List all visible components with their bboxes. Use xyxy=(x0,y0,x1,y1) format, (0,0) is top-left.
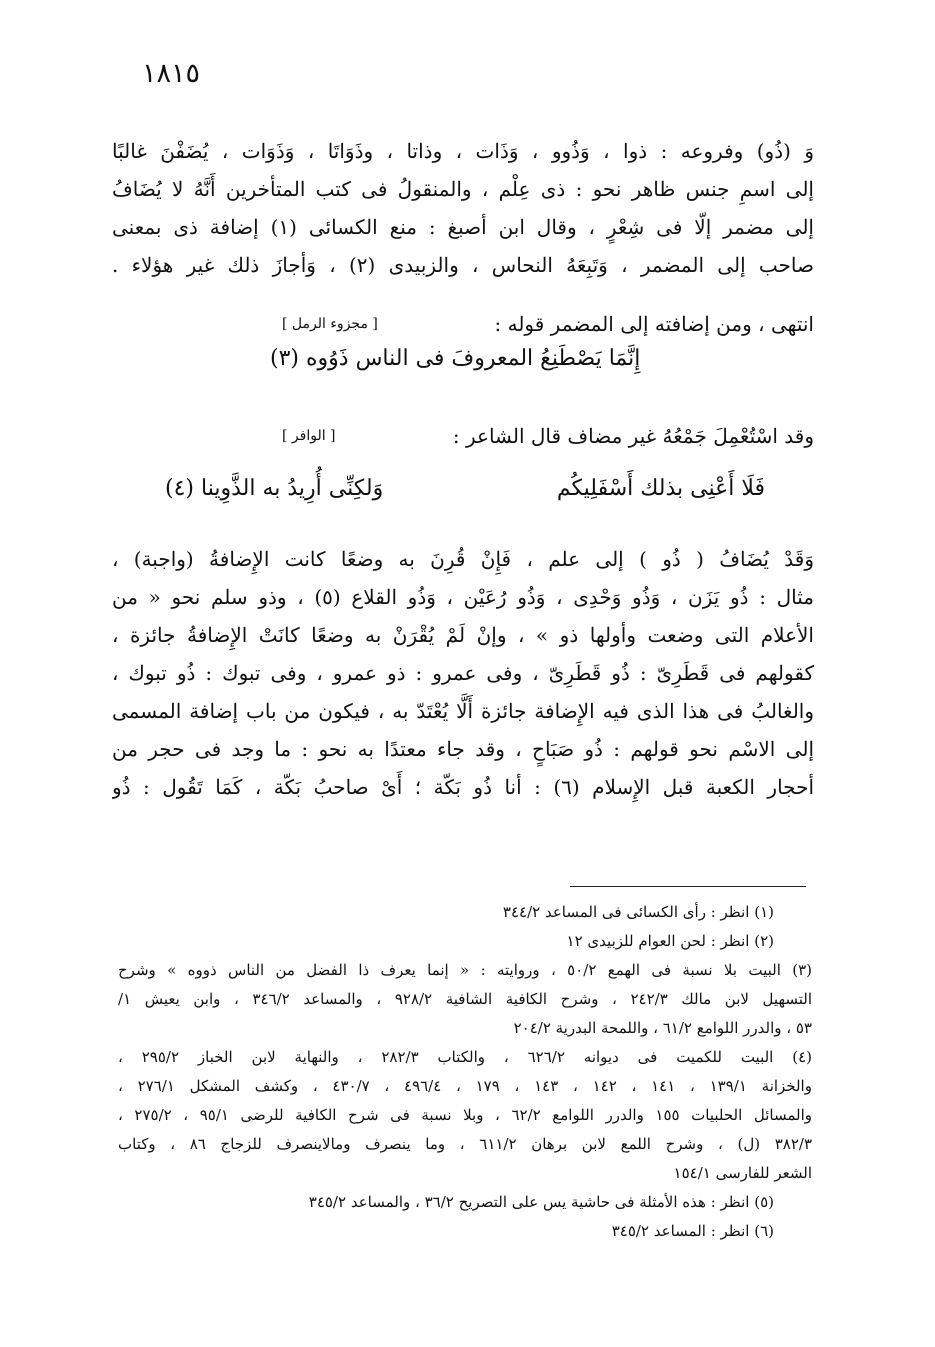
footnote-separator xyxy=(570,886,806,887)
text-line: وَ (ذُو) وفروعه : ذوا ، وَذُوو ، وَذَات ، وذاتا ، وذَوَاتَا ، وَذَوَات ، يُضَفْنَ غالبًا xyxy=(112,139,814,163)
text-line: مثال : ذُو يَزَن ، وَذُو وَحْدِى ، وَذُو رُعَيْن ، وَذُو القلاع (٥) ، وذو سلم نحو « من xyxy=(112,585,814,609)
text-line: كقولهم فى قَطَرِىّ : ذُو قَطَرِىّ ، وفى عمرو : ذو عمرو ، وفى تبوك : ذُو تبوك ، xyxy=(112,661,814,685)
verse-2-hemistich-1: فَلَا أَعْنِى بذلك أَسْفَلِيكُم xyxy=(556,476,765,501)
footnote-5: (٥) انظر : هذه الأمثلة فى حاشية يس على التصريح ٣٦/٢ ، والمساعد ٣٤٥/٢ xyxy=(308,1193,774,1211)
footnote-3-end: ٥٣ ، والدرر اللوامع ٦١/٢ ، واللمحة البدرية ٢٠٤/٢ xyxy=(513,1019,812,1037)
footnote-4-cont: والخزانة ١٣٩/١ ، ١٤١ ، ١٤٢ ، ١٤٣ ، ١٧٩ ، ٤٩٦/٤ ، ٤٣٠/٧ ، وكشف المشكل ٢٧٦/١ ، xyxy=(118,1077,812,1095)
verse-2-intro-text: وقد اسْتُعْمِلَ جَمْعُهُ غير مضاف قال الشاعر : xyxy=(452,424,814,448)
text-line: إلى الاسْم نحو قولهم : ذُو صَبَاحٍ ، وقد جاء معتدًا به نحو : ما وجد فى حجر من xyxy=(112,737,814,761)
footnote-1: (١) انظر : رأى الكسائى فى المساعد ٣٤٤/٢ xyxy=(502,903,774,921)
footnote-3: (٣) البيت بلا نسبة فى الهمع ٥٠/٢ ، وروايته : « إنما يعرف ذا الفضل من الناس ذووه » وشرح xyxy=(118,961,812,979)
footnote-3-cont: التسهيل لابن مالك ٢٤٢/٣ ، وشرح الكافية الشافية ٩٢٨/٢ ، والمساعد ٣٤٦/٢ ، وابن يعيش ١/ xyxy=(118,990,812,1008)
footnote-6: (٦) انظر : المساعد ٣٤٥/٢ xyxy=(611,1222,774,1240)
text-line: أحجار الكعبة قبل الإِسلام (٦) : أنا ذُو بَكّة ؛ أَىْ صاحبُ بَكّة ، كَمَا تَقُول : ذُو xyxy=(112,775,814,799)
page-number: ١٨١٥ xyxy=(142,58,201,89)
paragraph-2 xyxy=(112,540,814,806)
text-line: الأعلام التى وضعت وأولها ذو » ، وإنْ لَمْ يُقْرَنْ به وضعًا كانَتْ الإِضافةُ جائزة ، xyxy=(112,623,814,647)
footnotes xyxy=(118,898,812,1246)
footnote-4-cont: والمسائل الحلبيات ١٥٥ والدرر اللوامع ٦٢/٢ ، وبلا نسبة فى شرح الكافية للرضى ٩٥/١ ، ٢٧٥/٢ ، xyxy=(118,1106,812,1124)
paragraph-1 xyxy=(112,132,814,284)
meter-label-2: [ الوافر ] xyxy=(282,428,336,444)
footnote-4: (٤) البيت للكميت فى ديوانه ٦٢٦/٢ ، والكتاب ٢٨٢/٣ ، والنهاية لابن الخباز ٢٩٥/٢ ، xyxy=(118,1048,812,1066)
footnote-4-cont: ٣٨٢/٣ (ل) ، وشرح اللمع لابن برهان ٦١١/٢ ، وما ينصرف ومالاينصرف للزجاج ٨٦ ، وكتاب xyxy=(118,1135,812,1153)
text-line: إلى اسمِ جنس ظاهر نحو : ذى عِلْم ، والمنقولُ فى كتب المتأخرين أَنَّهُ لا يُضَافُ xyxy=(112,177,814,201)
meter-label-1: [ مجزوء الرمل ] xyxy=(282,316,378,332)
verse-2-intro xyxy=(112,418,814,454)
footnote-2: (٢) انظر : لحن العوام للزبيدى ١٢ xyxy=(566,932,774,950)
text-line: إلى مضمر إلّا فى شِعْرٍ ، وقال ابن أصبغ : منع الكسائى (١) إضافة ذى بمعنى xyxy=(112,215,814,239)
footnote-4-end: الشعر للفارسى ١٥٤/١ xyxy=(673,1164,812,1182)
text-line: صاحب إلى المضمر ، وَتَبِعَهُ النحاس ، والزبيدى (٢) ، وَأجازَ ذلك غير هؤلاء . xyxy=(112,253,814,277)
verse-1-intro xyxy=(112,306,814,342)
verse-2-hemistich-2: وَلكِنِّى أُرِيدُ به الذَّوِينا (٤) xyxy=(165,476,384,501)
verse-1-intro-text: انتهى ، ومن إضافته إلى المضمر قوله : xyxy=(494,312,814,336)
verse-1: إِنَّمَا يَصْطَنِعُ المعروفَ فى الناس ذَوُوه (٣) xyxy=(270,346,641,371)
text-line: والغالبُ فى هذا الذى فيه الإِضافة جائزة أَلَّا يُعْتَدّ به ، فيكون من باب إضافة المسمى xyxy=(112,699,814,723)
text-line: وَقَدْ يُضَافُ ( ذُو ) إلى علم ، فَإِنْ قُرِنَ به وضعًا كانت الإِضافةُ (واجبة) ، xyxy=(112,547,814,571)
